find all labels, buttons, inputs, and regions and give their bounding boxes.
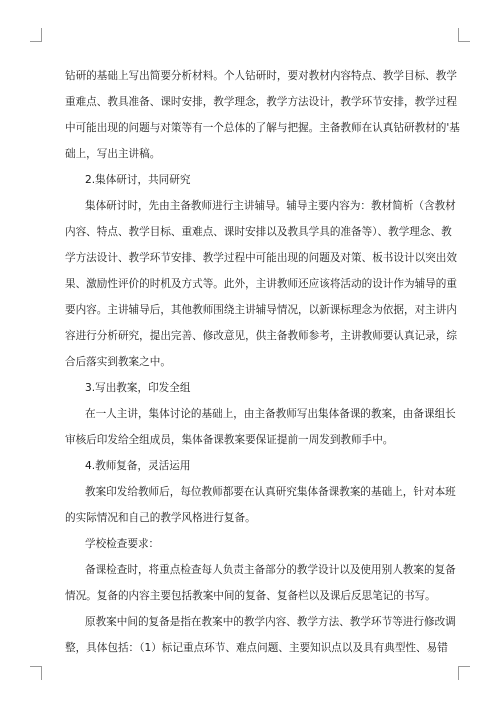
body-line: 情况。复备的内容主要包括教案中间的复备、复备栏以及课后反思笔记的书写。 bbox=[65, 590, 436, 602]
body-line: 果、激励性评价的时机及方式等。此外，主讲教师还应该将活动的设计作为辅导的重 bbox=[65, 278, 457, 290]
section-heading: 学校检查要求： bbox=[85, 538, 160, 550]
body-line: 中可能出现的问题与对策等有一个总体的了解与把握。主备教师在认真钻研教材的'基 bbox=[65, 122, 460, 134]
crop-mark-top-right-h bbox=[458, 41, 470, 42]
body-line: 内容、特点、教学目标、重难点、课时安排以及教具学具的准备等）、教学理念、教 bbox=[65, 226, 452, 238]
body-line: 备课检查时，将重点检查每人负责主备部分的教学设计以及使用别人教案的复备 bbox=[85, 564, 456, 576]
body-line: 础上，写出主讲稿。 bbox=[65, 148, 161, 160]
section-heading: 2.集体研讨，共同研究 bbox=[85, 174, 191, 186]
crop-mark-top-right-v bbox=[458, 28, 459, 42]
body-line: 教案印发给教师后，每位教师都要在认真研究集体备课教案的基础上，针对本班 bbox=[85, 486, 456, 498]
body-line: 要内容。主讲辅导后，其他教师围绕主讲辅导情况，以新课标理念为依据，对主讲内 bbox=[65, 304, 457, 316]
body-line: 学方法设计、教学环节安排、教学过程中可能出现的问题及对策、板书设计以突出效 bbox=[65, 252, 457, 264]
section-heading: 4.教师复备，灵活运用 bbox=[85, 460, 191, 472]
body-line: 在一人主讲，集体讨论的基础上，由主备教师写出集体备课的教案，由备课组长 bbox=[85, 408, 456, 420]
body-line: 审核后印发给全组成员，集体备课教案要保证提前一周发到教师手中。 bbox=[65, 434, 394, 446]
body-line: 原教案中间的复备是指在教案中的教学内容、教学方法、教学环节等进行修改调 bbox=[85, 616, 456, 628]
body-line: 整，具体包括：（1）标记重点环节、难点问题、主要知识点以及具有典型性、易错 bbox=[65, 642, 448, 654]
crop-mark-bottom-right-h bbox=[458, 666, 470, 667]
crop-mark-top-left-v bbox=[41, 28, 42, 42]
section-heading: 3.写出教案，印发全组 bbox=[85, 382, 191, 394]
crop-mark-bottom-right-v bbox=[458, 666, 459, 680]
body-line: 容进行分析研究，提出完善、修改意见，供主备教师参考，主讲教师要认真记录，综 bbox=[65, 330, 457, 342]
crop-mark-bottom-left-v bbox=[41, 666, 42, 680]
body-line: 的实际情况和自己的教学风格进行复备。 bbox=[65, 512, 256, 524]
body-line: 合后落实到教案之中。 bbox=[65, 356, 171, 368]
body-line: 集体研讨时，先由主备教师进行主讲辅导。辅导主要内容为：教材简析（含教材 bbox=[85, 200, 456, 212]
body-line: 钻研的基础上写出简要分析材料。个人钻研时，要对教材内容特点、教学目标、教学 bbox=[65, 70, 457, 82]
body-line: 重难点、教具准备、课时安排，教学理念，教学方法设计，教学环节安排，教学过程 bbox=[65, 96, 457, 108]
